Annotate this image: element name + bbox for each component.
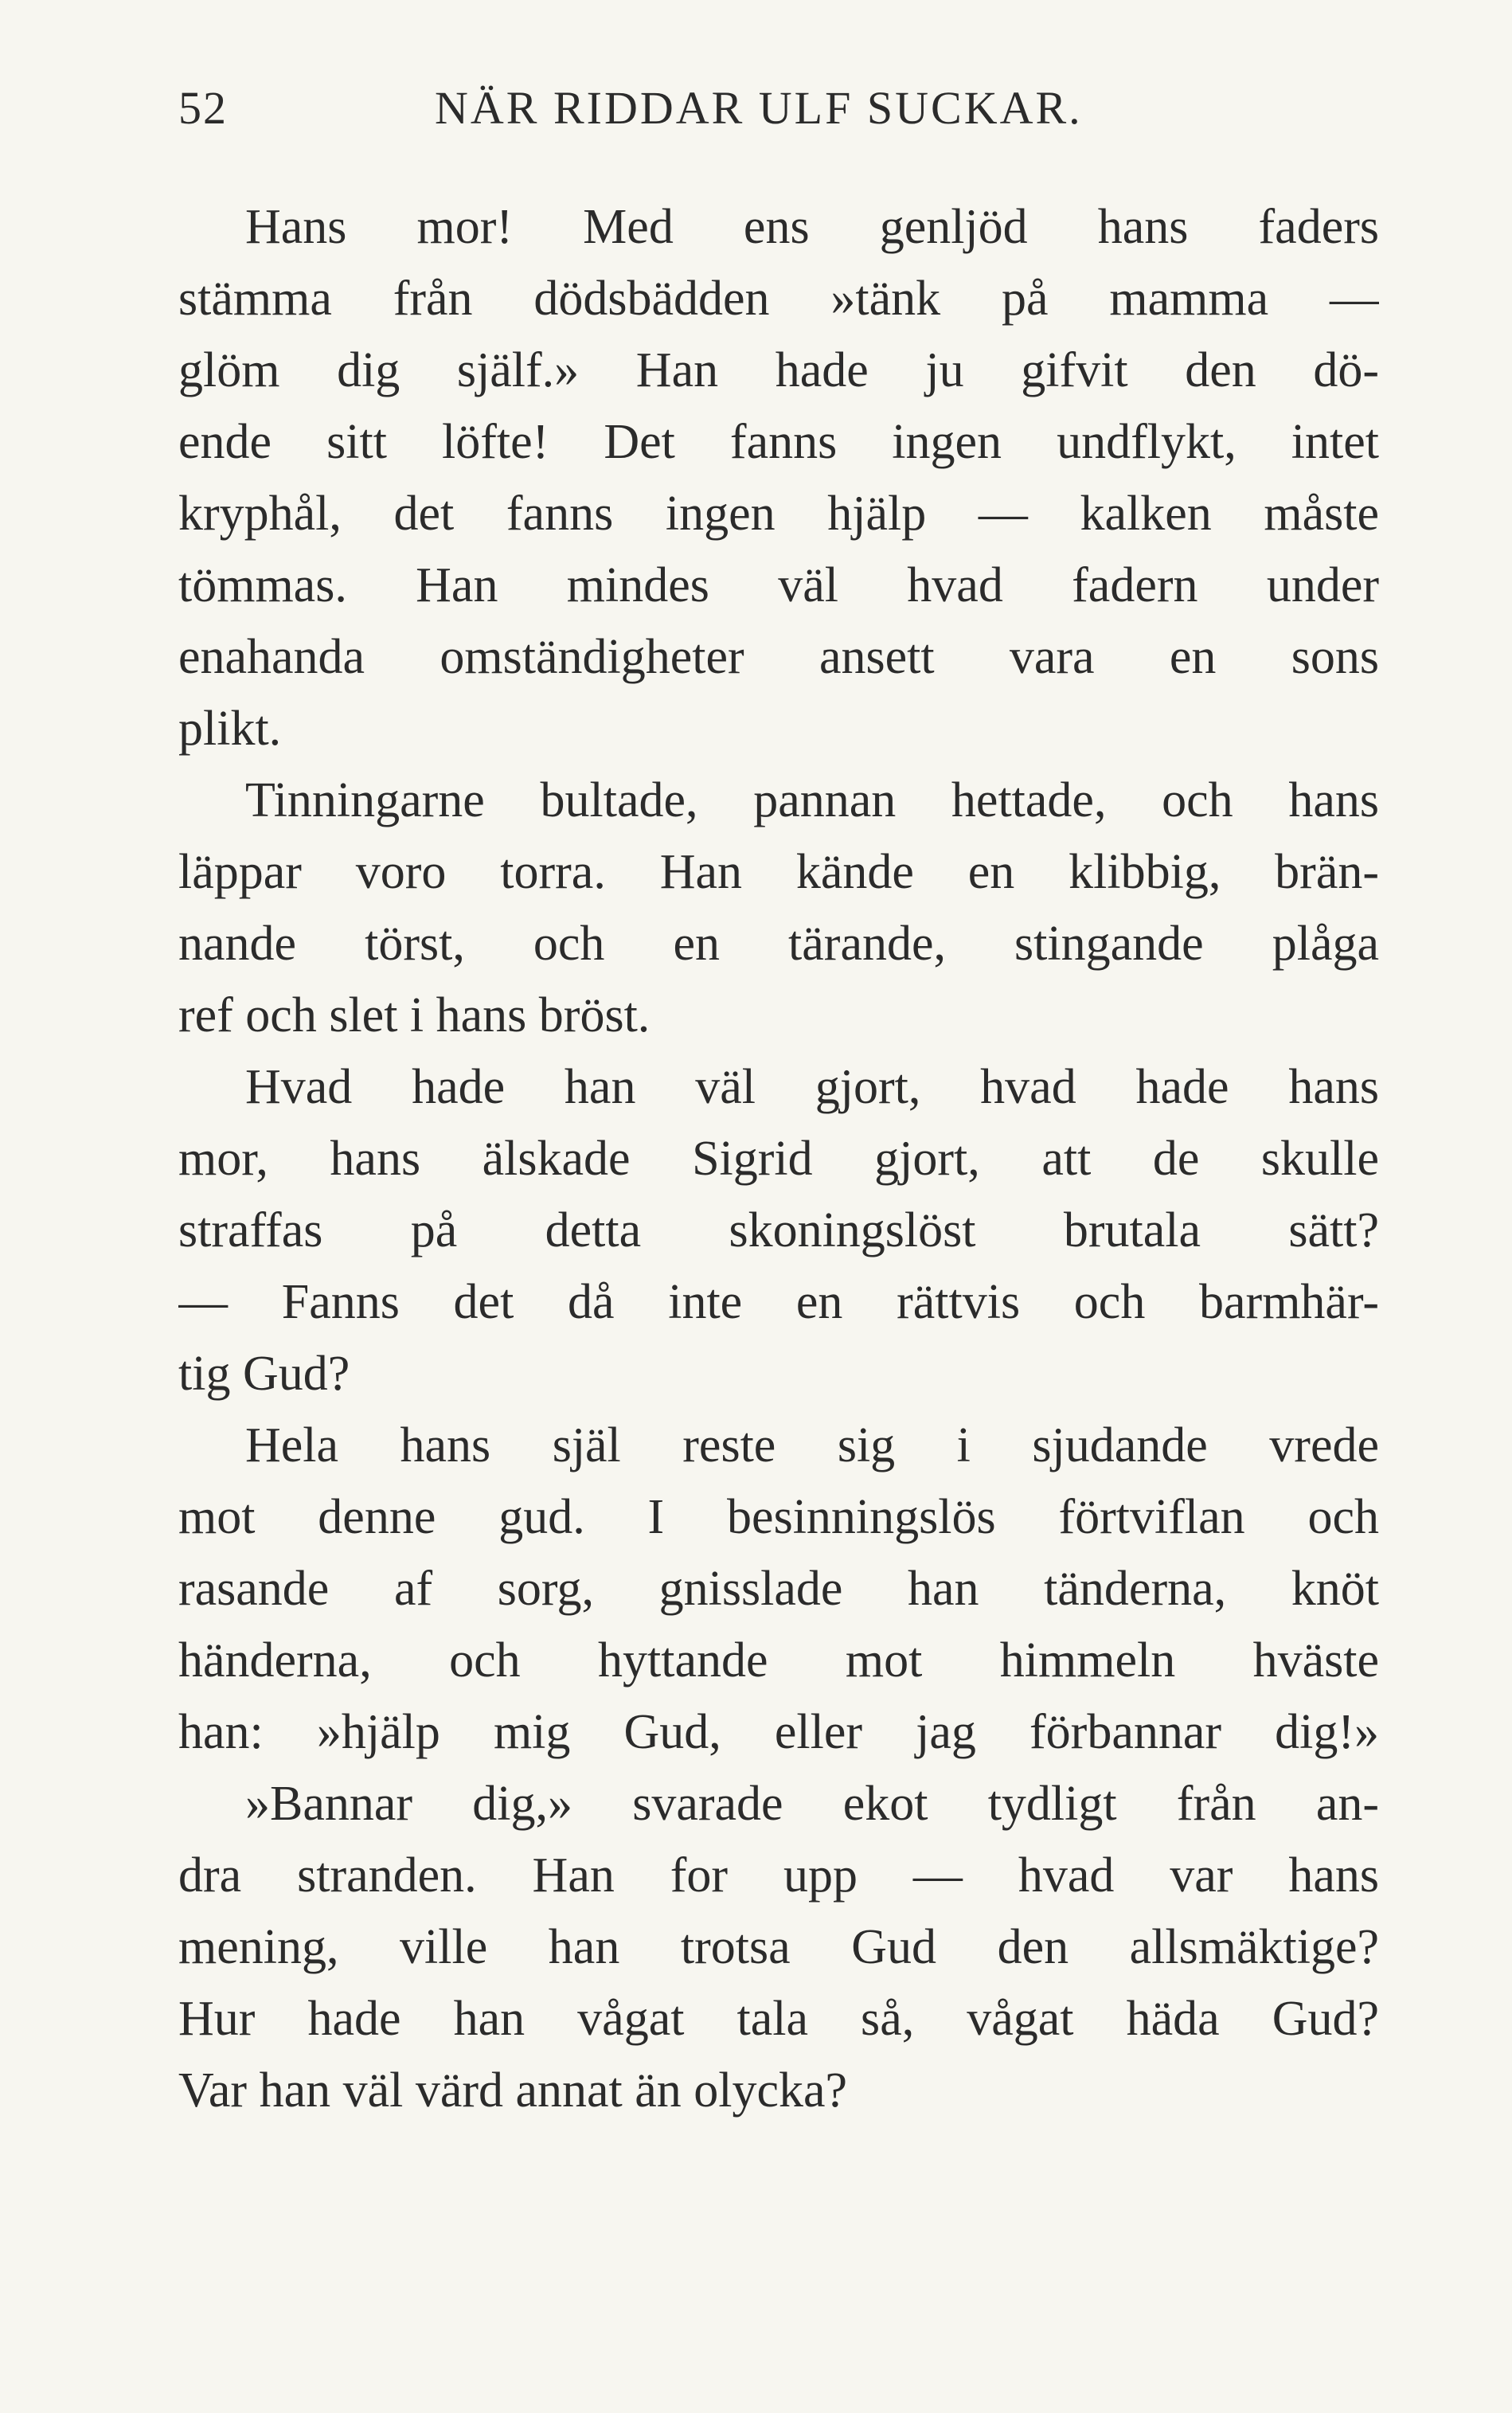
text-line: Hela hans själ reste sig i sjudande vrede: [245, 1418, 1379, 1472]
text-line: mot denne gud. I besinningslös förtviflan och: [178, 1490, 1379, 1544]
text-line: glöm dig själf.» Han hade ju gifvit den dö-: [178, 343, 1379, 397]
text-line: straffas på detta skoningslöst brutala sätt?: [178, 1203, 1379, 1257]
text-line: — Fanns det då inte en rättvis och barmhär-: [178, 1275, 1379, 1329]
body-text: [178, 191, 1379, 2126]
text-line: plikt.: [178, 702, 282, 756]
text-line: mor, hans älskade Sigrid gjort, att de skulle: [178, 1132, 1379, 1186]
text-line: Var han väl värd annat än olycka?: [178, 2063, 848, 2118]
text-line: ref och slet i hans bröst.: [178, 988, 651, 1042]
text-line: kryphål, det fanns ingen hjälp — kalken måste: [178, 487, 1379, 541]
text-line: enahanda omständigheter ansett vara en sons: [178, 630, 1379, 684]
text-line: mening, ville han trotsa Gud den allsmäktige?: [178, 1920, 1379, 1974]
text-line: han: »hjälp mig Gud, eller jag förbannar dig!»: [178, 1705, 1379, 1759]
text-line: dra stranden. Han for upp — hvad var hans: [178, 1848, 1379, 1903]
text-line: Hur hade han vågat tala så, vågat häda Gud?: [178, 1992, 1379, 2046]
text-line: ende sitt löfte! Det fanns ingen undflykt, intet: [178, 415, 1379, 469]
text-line: Tinningarne bultade, pannan hettade, och hans: [245, 773, 1379, 827]
text-line: rasande af sorg, gnisslade han tänderna, knöt: [178, 1562, 1379, 1616]
page-header: [178, 81, 1363, 145]
running-title: NÄR RIDDAR ULF SUCKAR.: [435, 82, 1083, 134]
text-line: »Bannar dig,» svarade ekot tydligt från an-: [245, 1777, 1379, 1831]
page-number: 52: [178, 82, 228, 134]
text-line: Hvad hade han väl gjort, hvad hade hans: [245, 1060, 1379, 1114]
text-line: stämma från dödsbädden »tänk på mamma —: [178, 272, 1379, 326]
text-line: nande törst, och en tärande, stingande plåga: [178, 917, 1379, 971]
text-line: tömmas. Han mindes väl hvad fadern under: [178, 558, 1379, 612]
text-line: tig Gud?: [178, 1347, 350, 1401]
text-line: Hans mor! Med ens genljöd hans faders: [245, 200, 1379, 254]
text-line: händerna, och hyttande mot himmeln hväste: [178, 1633, 1379, 1688]
text-line: läppar voro torra. Han kände en klibbig, brän-: [178, 845, 1379, 899]
